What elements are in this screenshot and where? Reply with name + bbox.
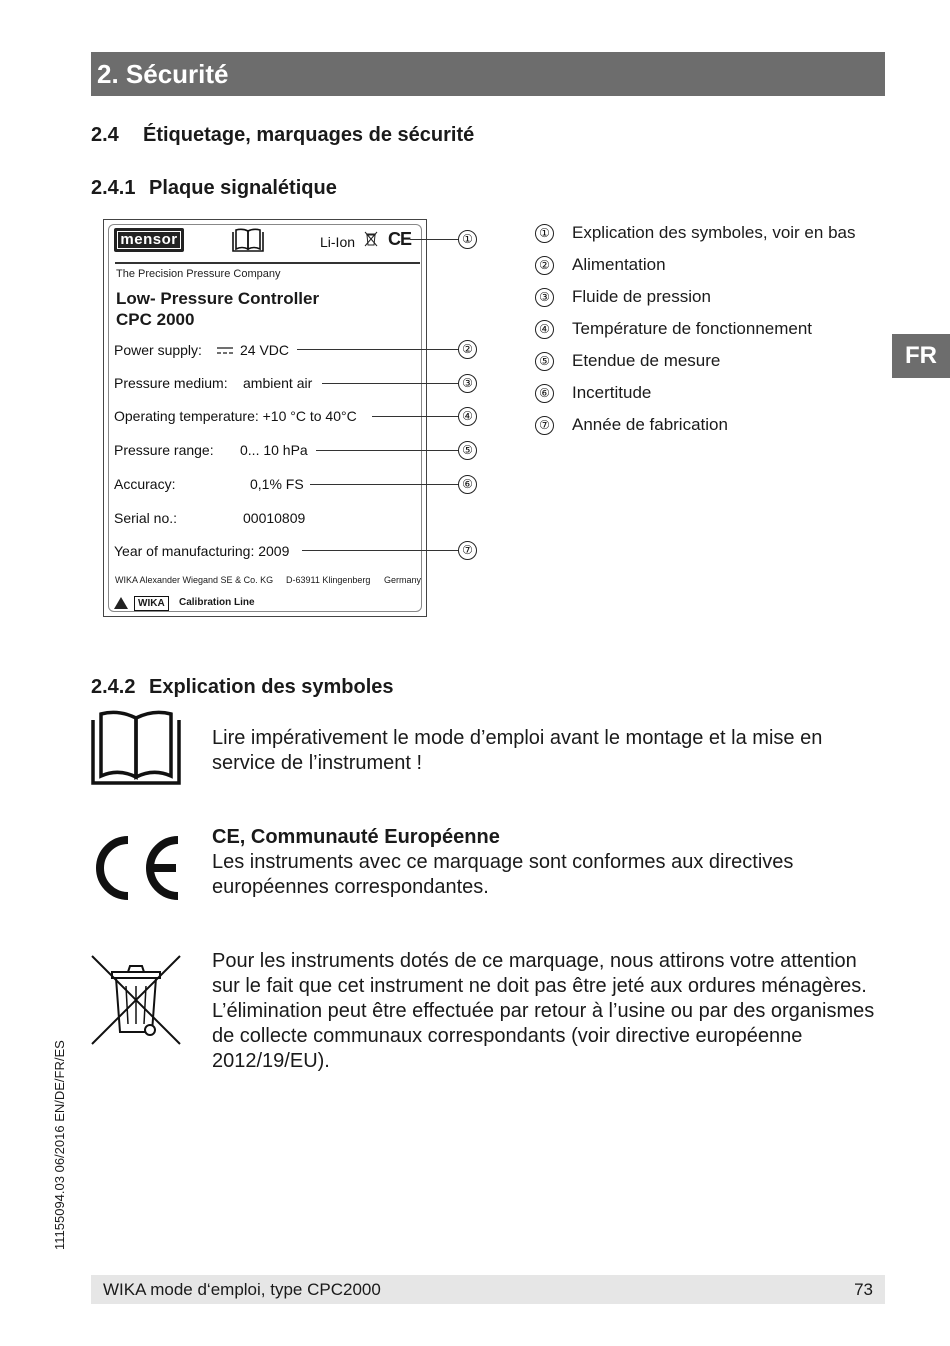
legend-text: Alimentation xyxy=(572,255,666,274)
weee-line: sur le fait que cet instrument ne doit pas être jeté aux ordures ménagères. xyxy=(212,975,867,997)
legend-number: ⑥ xyxy=(535,384,554,403)
manual-line: service de l’instrument ! xyxy=(212,752,423,774)
leader-line-1 xyxy=(410,239,458,240)
leader-line-7 xyxy=(302,550,458,551)
pressure-medium-label: Pressure medium: xyxy=(114,375,228,391)
section-title: Étiquetage, marquages de sécurité xyxy=(143,124,475,146)
weee-line: de collecte communaux correspondants (voir directive européenne xyxy=(212,1025,803,1047)
legend-number: ② xyxy=(535,256,554,275)
ce-line: Les instruments avec ce marquage sont conformes aux directives xyxy=(212,851,794,873)
wika-logo: WIKA xyxy=(134,596,169,611)
weee-bin-icon-small xyxy=(364,231,378,247)
legend-text: Fluide de pression xyxy=(572,287,711,306)
pressure-medium-value: ambient air xyxy=(243,375,313,391)
manufacturer-name: WIKA Alexander Wiegand SE & Co. KG xyxy=(115,575,274,585)
ce-mark-icon xyxy=(90,834,182,902)
section-heading-2-4-2 xyxy=(91,676,394,699)
section-title: Explication des symboles xyxy=(149,676,394,698)
legend-text: Etendue de mesure xyxy=(572,351,721,370)
mensor-logo: mensor xyxy=(114,228,184,252)
ce-title: CE, Communauté Européenne xyxy=(212,826,500,848)
document-code-vertical: 11155094.03 06/2016 EN/DE/FR/ES xyxy=(52,1040,67,1250)
callout-1: ① xyxy=(458,230,477,249)
plate-divider xyxy=(115,262,420,264)
power-supply-label: Power supply: xyxy=(114,342,202,358)
section-title: Plaque signalétique xyxy=(149,177,337,199)
pressure-range-label: Pressure range: xyxy=(114,442,214,458)
product-name-line1: Low- Pressure Controller xyxy=(116,289,320,308)
weee-line: 2012/19/EU). xyxy=(212,1050,330,1072)
legend-text: Explication des symboles, voir en bas xyxy=(572,223,856,242)
legend-text: Température de fonctionnement xyxy=(572,319,813,338)
company-tagline: The Precision Pressure Company xyxy=(116,268,281,280)
callout-5: ⑤ xyxy=(458,441,477,460)
leader-line-3 xyxy=(322,383,458,384)
callout-2: ② xyxy=(458,340,477,359)
legend-number: ⑤ xyxy=(535,352,554,371)
legend-number: ① xyxy=(535,224,554,243)
footer-text: WIKA mode d‘emploi, type CPC2000 xyxy=(103,1280,381,1299)
chapter-header: 2. Sécurité xyxy=(91,52,885,96)
section-number: 2.4.1 xyxy=(91,177,136,199)
serial-number-label: Serial no.: xyxy=(114,510,178,526)
calibration-line-text: Calibration Line xyxy=(179,597,255,608)
ce-line: européennes correspondantes. xyxy=(212,876,489,898)
product-name-line2: CPC 2000 xyxy=(116,310,195,329)
leader-line-5 xyxy=(316,450,458,451)
page-number: 73 xyxy=(854,1280,873,1299)
callout-3: ③ xyxy=(458,374,477,393)
weee-line: Pour les instruments dotés de ce marquage, nous attirons votre attention xyxy=(212,950,857,972)
pressure-range-value: 0... 10 hPa xyxy=(240,442,308,458)
manual-book-icon xyxy=(90,710,182,786)
footer-bar xyxy=(91,1275,885,1304)
section-number: 2.4 xyxy=(91,124,119,146)
legend-text: Année de fabrication xyxy=(572,415,728,434)
dc-symbol-icon xyxy=(216,345,234,357)
accuracy-label: Accuracy: xyxy=(114,476,176,492)
operating-temperature-text: Operating temperature: +10 °C to 40°C xyxy=(114,408,357,424)
manual-instruction-text xyxy=(212,726,822,776)
legend-number: ④ xyxy=(535,320,554,339)
power-supply-value: 24 VDC xyxy=(240,342,290,358)
accuracy-value: 0,1% FS xyxy=(250,476,304,492)
manual-line: Lire impérativement le mode d’emploi avant le montage et la mise en xyxy=(212,727,823,749)
section-number: 2.4.2 xyxy=(91,676,136,698)
weee-line: L’élimination peut être effectuée par retour à l’usine ou par des organismes xyxy=(212,1000,875,1022)
ce-description xyxy=(212,825,793,900)
leader-line-6 xyxy=(310,484,458,485)
section-heading-2-4-1 xyxy=(91,177,337,200)
leader-line-4 xyxy=(372,416,458,417)
leader-line-2 xyxy=(297,349,458,350)
wika-triangle-icon xyxy=(114,597,128,609)
legend-text: Incertitude xyxy=(572,383,652,402)
legend-number: ⑦ xyxy=(535,416,554,435)
liion-label: Li-Ion xyxy=(320,234,356,250)
manufacturer-address: D-63911 Klingenberg xyxy=(286,575,371,585)
serial-number-value: 00010809 xyxy=(243,510,306,526)
weee-description xyxy=(212,949,874,1074)
ce-mark-small: CE xyxy=(388,229,412,249)
crossed-out-bin-icon xyxy=(90,954,182,1046)
callout-6: ⑥ xyxy=(458,475,477,494)
callout-7: ⑦ xyxy=(458,541,477,560)
callout-4: ④ xyxy=(458,407,477,426)
section-heading-2-4 xyxy=(91,124,474,147)
manual-book-icon-small xyxy=(231,228,265,254)
year-of-manufacturing-text: Year of manufacturing: 2009 xyxy=(114,543,290,559)
manufacturer-country: Germany xyxy=(384,575,422,585)
language-tab: FR xyxy=(892,334,950,378)
legend-number: ③ xyxy=(535,288,554,307)
